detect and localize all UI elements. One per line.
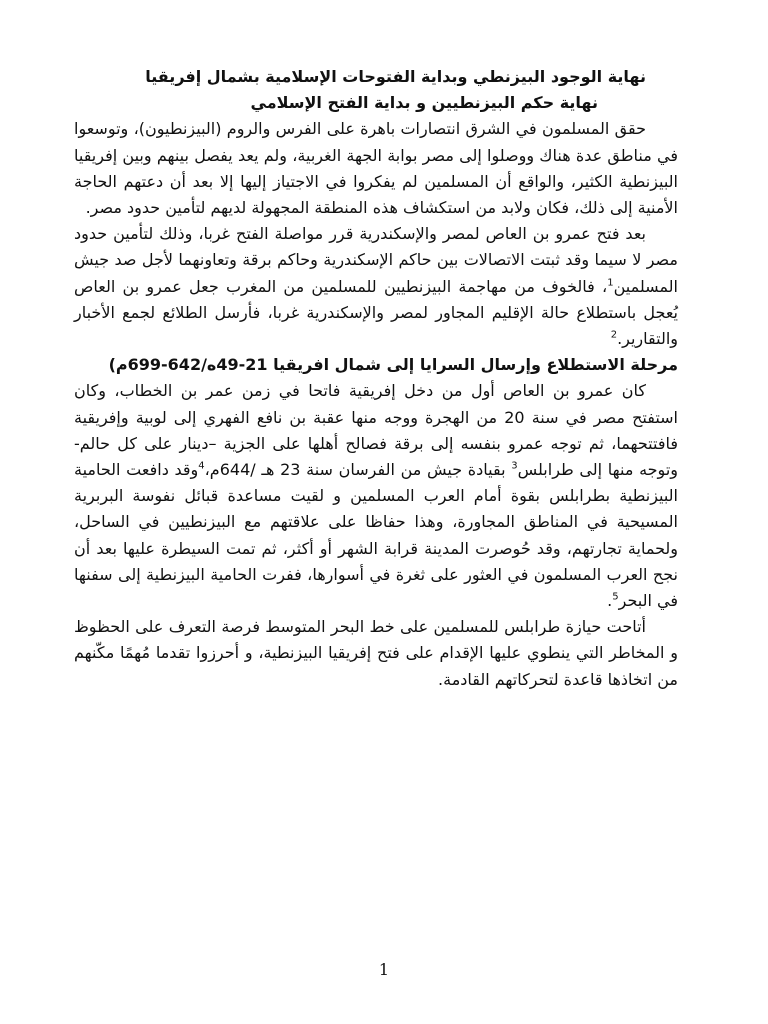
page-number: 1: [378, 960, 390, 979]
paragraph-2-text-b: ، فالخوف من مهاجمة البيزنطيين للمسلمين من المغرب جعل عمرو بن العاص يُعجل باستطلاع حالة الإقليم المجاور لمصر والإسكندرية غربا، فأرسل الطلائع لجمع الأخبار والتقارير.: [74, 276, 678, 349]
phase-heading: مرحلة الاستطلاع وإرسال السرايا إلى شمال افريقيا 21-49ه/642-699م): [108, 355, 678, 375]
section-subtitle: نهاية حكم البيزنطيين و بداية الفتح الإسلامي: [250, 93, 598, 113]
paragraph-3-end: .: [607, 591, 613, 611]
paragraph-2: [74, 221, 678, 352]
footnote-ref-3: 3: [511, 460, 518, 472]
paragraph-3: [74, 378, 678, 614]
paragraph-4: أتاحت حيازة طرابلس للمسلمين على خط البحر المتوسط فرصة التعرف على الحظوظ و المخاطر التي ينطوي عليها الإقدام على فتح إفريقيا البيزنطية، و أحرزوا تقدما مُهمًا مكّنهم من اتخاذها قاعدة لتحركاتهم القادمة.: [74, 617, 678, 689]
footnote-ref-5: 5: [612, 591, 619, 603]
document-page: [74, 64, 678, 693]
footnote-ref-4: 4: [198, 460, 205, 472]
footnote-ref-1: 1: [607, 277, 614, 289]
paragraph-1: حقق المسلمون في الشرق انتصارات باهرة على الفرس والروم (البيزنطيون)، وتوسعوا في مناطق عدة هناك ووصلوا إلى مصر بوابة الجهة الغربية، ولم يعد يفصل بينهم وبين إفريقيا البيزنطية الكثير، والواقع أن المسلمين لم يفكروا في الاجتياز إليها إلا بعد أن دعتهم الحاجة الأمنية إلى ذلك، فكان ولابد من استكشاف هذه المنطقة المجهولة لديهم لتأمين حدود مصر.: [74, 119, 678, 218]
document-title: نهاية الوجود البيزنطي وبداية الفتوحات الإسلامية بشمال إفريقيا: [145, 67, 646, 86]
paragraph-3-text-b: بقيادة جيش من الفرسان سنة 23 هـ /644م،: [204, 460, 512, 480]
paragraph-3-text-a: كان عمرو بن العاص أول من دخل إفريقية فاتحا في زمن عمر بن الخطاب، وكان استفتح مصر في سنة 20 من الهجرة ووجه منها عقبة بن نافع الفهري إلى لوبية وإفريقية فافتتحهما، ثم توجه عمرو بنفسه إلى برقة فصالح أهلها على الجزية –دينار على كل حالم- وتوجه منها إلى طرابلس: [74, 381, 678, 480]
footnote-ref-2: 2: [610, 329, 618, 341]
paragraph-2-text-a: بعد فتح عمرو بن العاص لمصر والإسكندرية قرر مواصلة الفتح غربا، وذلك لتأمين حدود مصر لا سيما وقد ثبتت الاتصالات بين حاكم الإسكندرية وحاكم برقة وتعاونهما لأجل صد جيش المسلمين: [74, 224, 678, 296]
paragraph-3-text-c: وقد دافعت الحامية البيزنطية بطرابلس بقوة أمام العرب المسلمين و لقيت مساعدة قبائل نفوسة البربرية المسيحية في المناطق المجاورة، وهذا حفاظا على علاقتهم مع البيزنطيين في الساحل، ولحماية تجارتهم، وقد حُوصرت المدينة قرابة الشهر أو أكثر، ثم تمت السيطرة عليها بعد أن نجح العرب المسلمون في العثور على ثغرة في أسوارها، ففرت الحامية البيزنطية إلى سفنها في البحر: [74, 460, 678, 611]
